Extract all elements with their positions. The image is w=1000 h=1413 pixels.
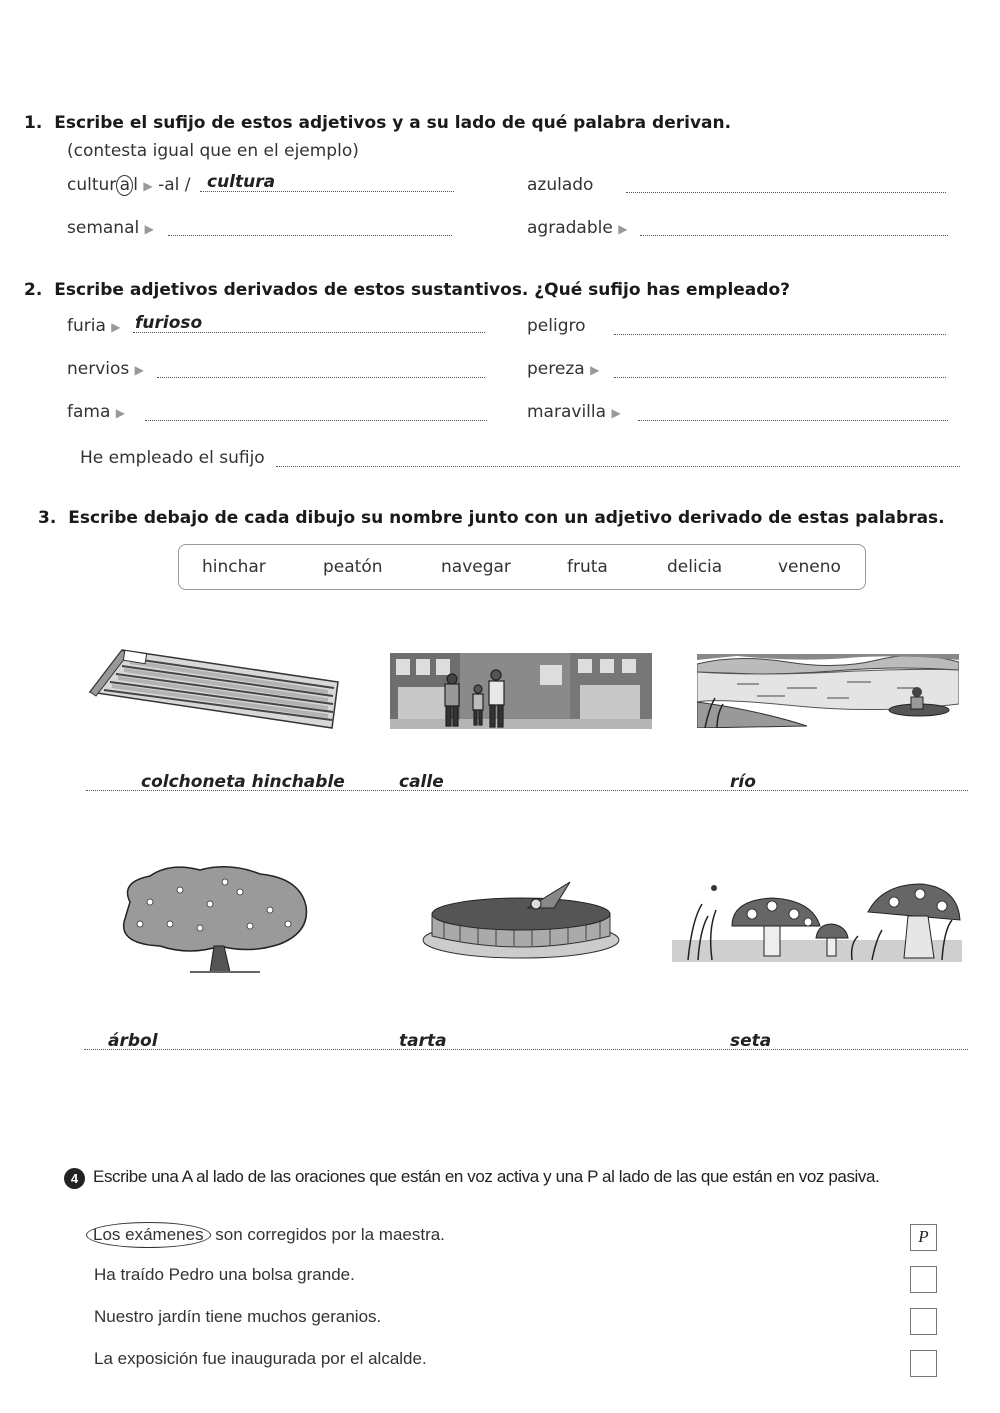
answer-box[interactable] [910,1350,937,1377]
answer-line[interactable] [168,235,452,236]
word-bank-item: peatón [323,557,383,577]
word-bank-item: hinchar [202,557,266,577]
answer-box[interactable]: P [910,1224,937,1251]
word-bank-item: veneno [778,557,841,577]
answer-line[interactable] [640,235,948,236]
arrow-icon: ▶ [115,406,126,420]
exercise-1-hint: (contesta igual que en el ejemplo) [67,141,359,161]
ex2-word-nervios: nervios ▶ [67,359,144,379]
mushrooms-picture [672,880,962,964]
ex2-word-fama: fama ▶ [67,402,126,422]
tree-picture [110,862,312,976]
ex3-answer-tart: tarta [399,1031,447,1051]
exercise-1-title: Escribe el sufijo de estos adjetivos y a su lado de qué palabra derivan. [54,113,732,133]
answer-line[interactable] [157,377,485,378]
ex2-word-furia: furia ▶ [67,316,121,336]
ex4-sentence-3: Nuestro jardín tiene muchos geranios. [94,1307,382,1326]
ex4-sentence-4: La exposición fue inaugurada por el alcalde. [94,1349,427,1368]
air-mattress-picture [88,646,342,732]
exercise-2-number: 2. [24,280,43,300]
answer-line[interactable] [614,334,946,335]
arrow-icon: ▶ [611,406,621,420]
arrow-icon: ▶ [144,222,154,236]
answer-line[interactable] [84,1049,968,1050]
answer-box[interactable] [910,1266,937,1293]
ex1-example-answer: cultura [207,172,276,192]
exercise-3-heading [38,508,945,528]
circled-letter: a [116,175,133,196]
exercise-1-number: 1. [24,113,43,133]
ex1-example-suffix: -al / [158,175,191,195]
ex2-word-peligro: peligro [527,316,586,336]
ex2-suffix-label: He empleado el sufijo [80,448,265,468]
word-bank-item: delicia [667,557,723,577]
tart-picture [420,878,622,962]
word-bank-item: fruta [567,557,608,577]
answer-box[interactable] [910,1308,937,1335]
exercise-2-heading [24,280,790,300]
exercise-4-number: 4 [64,1168,85,1189]
ex4-sentence-2: Ha traído Pedro una bolsa grande. [94,1265,355,1284]
ex1-word-agradable: agradable ▶ [527,218,628,238]
arrow-icon: ▶ [111,320,121,334]
arrow-icon: ▶ [143,179,153,193]
word-bank-item: navegar [441,557,511,577]
answer-line[interactable] [133,332,485,333]
answer-line[interactable] [638,420,948,421]
ex2-word-pereza: pereza ▶ [527,359,600,379]
ex2-word-maravilla: maravilla ▶ [527,402,621,422]
ex3-answer-tree: árbol [108,1031,158,1051]
answer-line[interactable] [626,192,946,193]
answer-line[interactable] [200,191,454,192]
ex3-answer-mushroom: seta [730,1031,772,1051]
street-picture [390,653,652,729]
word-bank-box [178,544,866,590]
exercise-4-title: Escribe una A al lado de las oraciones que están en voz activa y una P al lado de las que están en voz pasiva. [93,1167,880,1186]
ex3-answer-river: río [730,772,756,792]
answer-line[interactable] [276,466,960,467]
ex2-example-answer: furioso [135,313,203,333]
ex1-example-word: cultur a l ▶ -al / [67,175,191,195]
arrow-icon: ▶ [618,222,628,236]
answer-line[interactable] [614,377,946,378]
ex1-word-semanal: semanal ▶ [67,218,154,238]
exercise-3-number: 3. [38,508,57,528]
ex3-answer-street: calle [399,772,444,792]
answer-line[interactable] [145,420,487,421]
arrow-icon: ▶ [134,363,144,377]
ex4-sentence-1: Los exámenes son corregidos por la maestra. [94,1222,445,1248]
ex1-word-azulado: azulado [527,175,594,195]
arrow-icon: ▶ [590,363,600,377]
exercise-3-title: Escribe debajo de cada dibujo su nombre junto con un adjetivo derivado de estas palabras. [68,508,945,528]
river-picture [697,654,959,728]
ex3-answer-mattress: colchoneta hinchable [141,772,345,792]
exercise-2-title: Escribe adjetivos derivados de estos sustantivos. ¿Qué sufijo has empleado? [54,280,790,300]
exercise-1-heading [24,113,731,133]
circled-subject: Los exámenes [86,1222,211,1248]
